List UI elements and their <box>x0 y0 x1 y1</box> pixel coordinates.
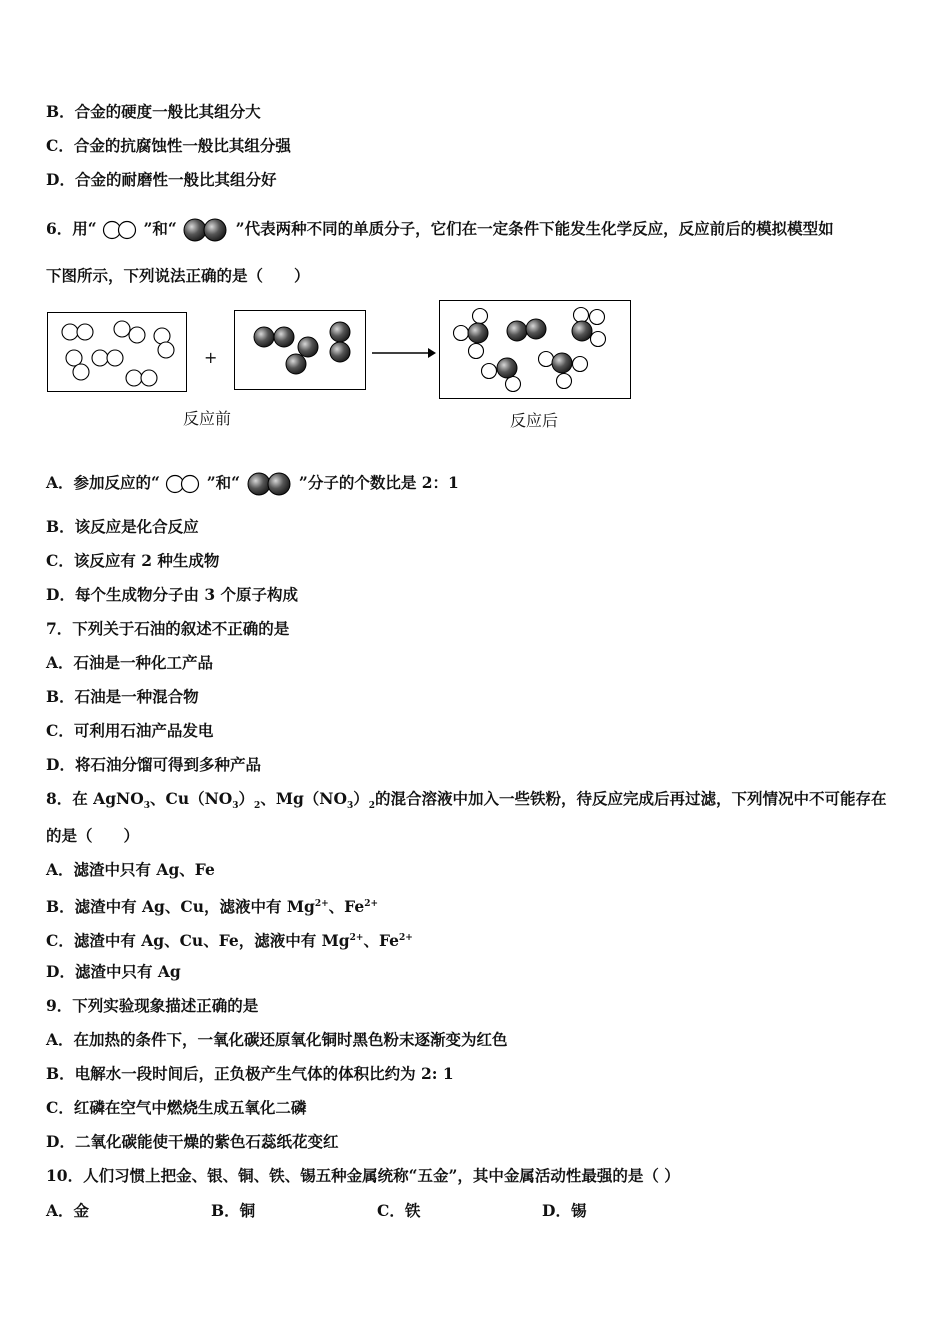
q5-option-b: B．合金的硬度一般比其组分大 <box>46 102 261 121</box>
dark-molecule-icon <box>182 217 230 243</box>
after-label: 反应后 <box>510 411 559 430</box>
q9-option-b: B．电解水一段时间后，正负极产生气体的体积比约为 2: 1 <box>46 1064 454 1083</box>
q9-stem: 9．下列实验现象描述正确的是 <box>46 996 259 1015</box>
q8-option-d: D．滤渣中只有 Ag <box>46 962 181 981</box>
q6-option-a: A．参加反应的“ ”和“ ”分子的个数比是 2：1 <box>46 471 459 497</box>
q8-option-c: C．滤渣中有 Ag、Cu、Fe，滤液中有 $Mg^{2+}$、$Fe^{2+}$ <box>46 931 413 951</box>
q6-stem-line2: 下图所示，下列说法正确的是（ ） <box>46 266 310 285</box>
q10-option-d: D．锡 <box>542 1201 587 1220</box>
arrow-icon <box>370 346 438 360</box>
q6-option-c: C．该反应有 2 种生成物 <box>46 551 220 570</box>
q10-option-b: B．铜 <box>211 1201 256 1220</box>
dark-molecule-icon <box>246 471 294 497</box>
q8-option-a: A．滤渣中只有 Ag、Fe <box>46 860 215 879</box>
white-molecules <box>48 313 186 391</box>
q7-option-c: C．可利用石油产品发电 <box>46 721 214 740</box>
q7-option-a: A．石油是一种化工产品 <box>46 653 214 672</box>
q10-option-a: A．金 <box>46 1201 90 1220</box>
plus-sign: + <box>204 348 218 367</box>
q5-option-c: C．合金的抗腐蚀性一般比其组分强 <box>46 136 291 155</box>
white-molecule-icon <box>165 473 201 495</box>
before-label: 反应前 <box>183 409 232 428</box>
white-molecule-icon <box>102 219 138 241</box>
product-molecules <box>440 301 630 398</box>
after-box <box>439 300 631 399</box>
q9-option-c: C．红磷在空气中燃烧生成五氧化二磷 <box>46 1098 307 1117</box>
q8-option-b: B．滤渣中有 Ag、Cu，滤液中有 $Mg^{2+}$、$Fe^{2+}$ <box>46 897 379 917</box>
q7-option-b: B．石油是一种混合物 <box>46 687 199 706</box>
q5-option-d: D．合金的耐磨性一般比其组分好 <box>46 170 277 189</box>
before-box-white <box>47 312 187 392</box>
q8-stem-line2: 的是（ ） <box>46 826 140 845</box>
dark-molecules <box>235 311 365 389</box>
q6-option-d: D．每个生成物分子由 3 个原子构成 <box>46 585 299 604</box>
q7-option-d: D．将石油分馏可得到多种产品 <box>46 755 261 774</box>
q10-option-c: C．铁 <box>377 1201 421 1220</box>
before-box-dark <box>234 310 366 390</box>
q8-stem: 8．在 AgNO$_3$、$Cu(NO_3)_2$、$Mg(NO_3)_2$的混合溶液中加入一些铁粉，待反应完成后再过滤，下列情况中不可能存在 <box>46 789 887 812</box>
q6-stem: 6．用“ ”和“ ”代表两种不同的单质分子，它们在一定条件下能发生化学反应，反应前后的模拟模型如 <box>46 217 834 243</box>
q6-option-b: B．该反应是化合反应 <box>46 517 199 536</box>
q9-option-d: D．二氧化碳能使干燥的紫色石蕊纸花变红 <box>46 1132 339 1151</box>
q10-stem: 10．人们习惯上把金、银、铜、铁、锡五种金属统称“五金”，其中金属活动性最强的是（ ） <box>46 1166 680 1185</box>
q7-stem: 7．下列关于石油的叙述不正确的是 <box>46 619 290 638</box>
q9-option-a: A．在加热的条件下，一氧化碳还原氧化铜时黑色粉末逐渐变为红色 <box>46 1030 508 1049</box>
